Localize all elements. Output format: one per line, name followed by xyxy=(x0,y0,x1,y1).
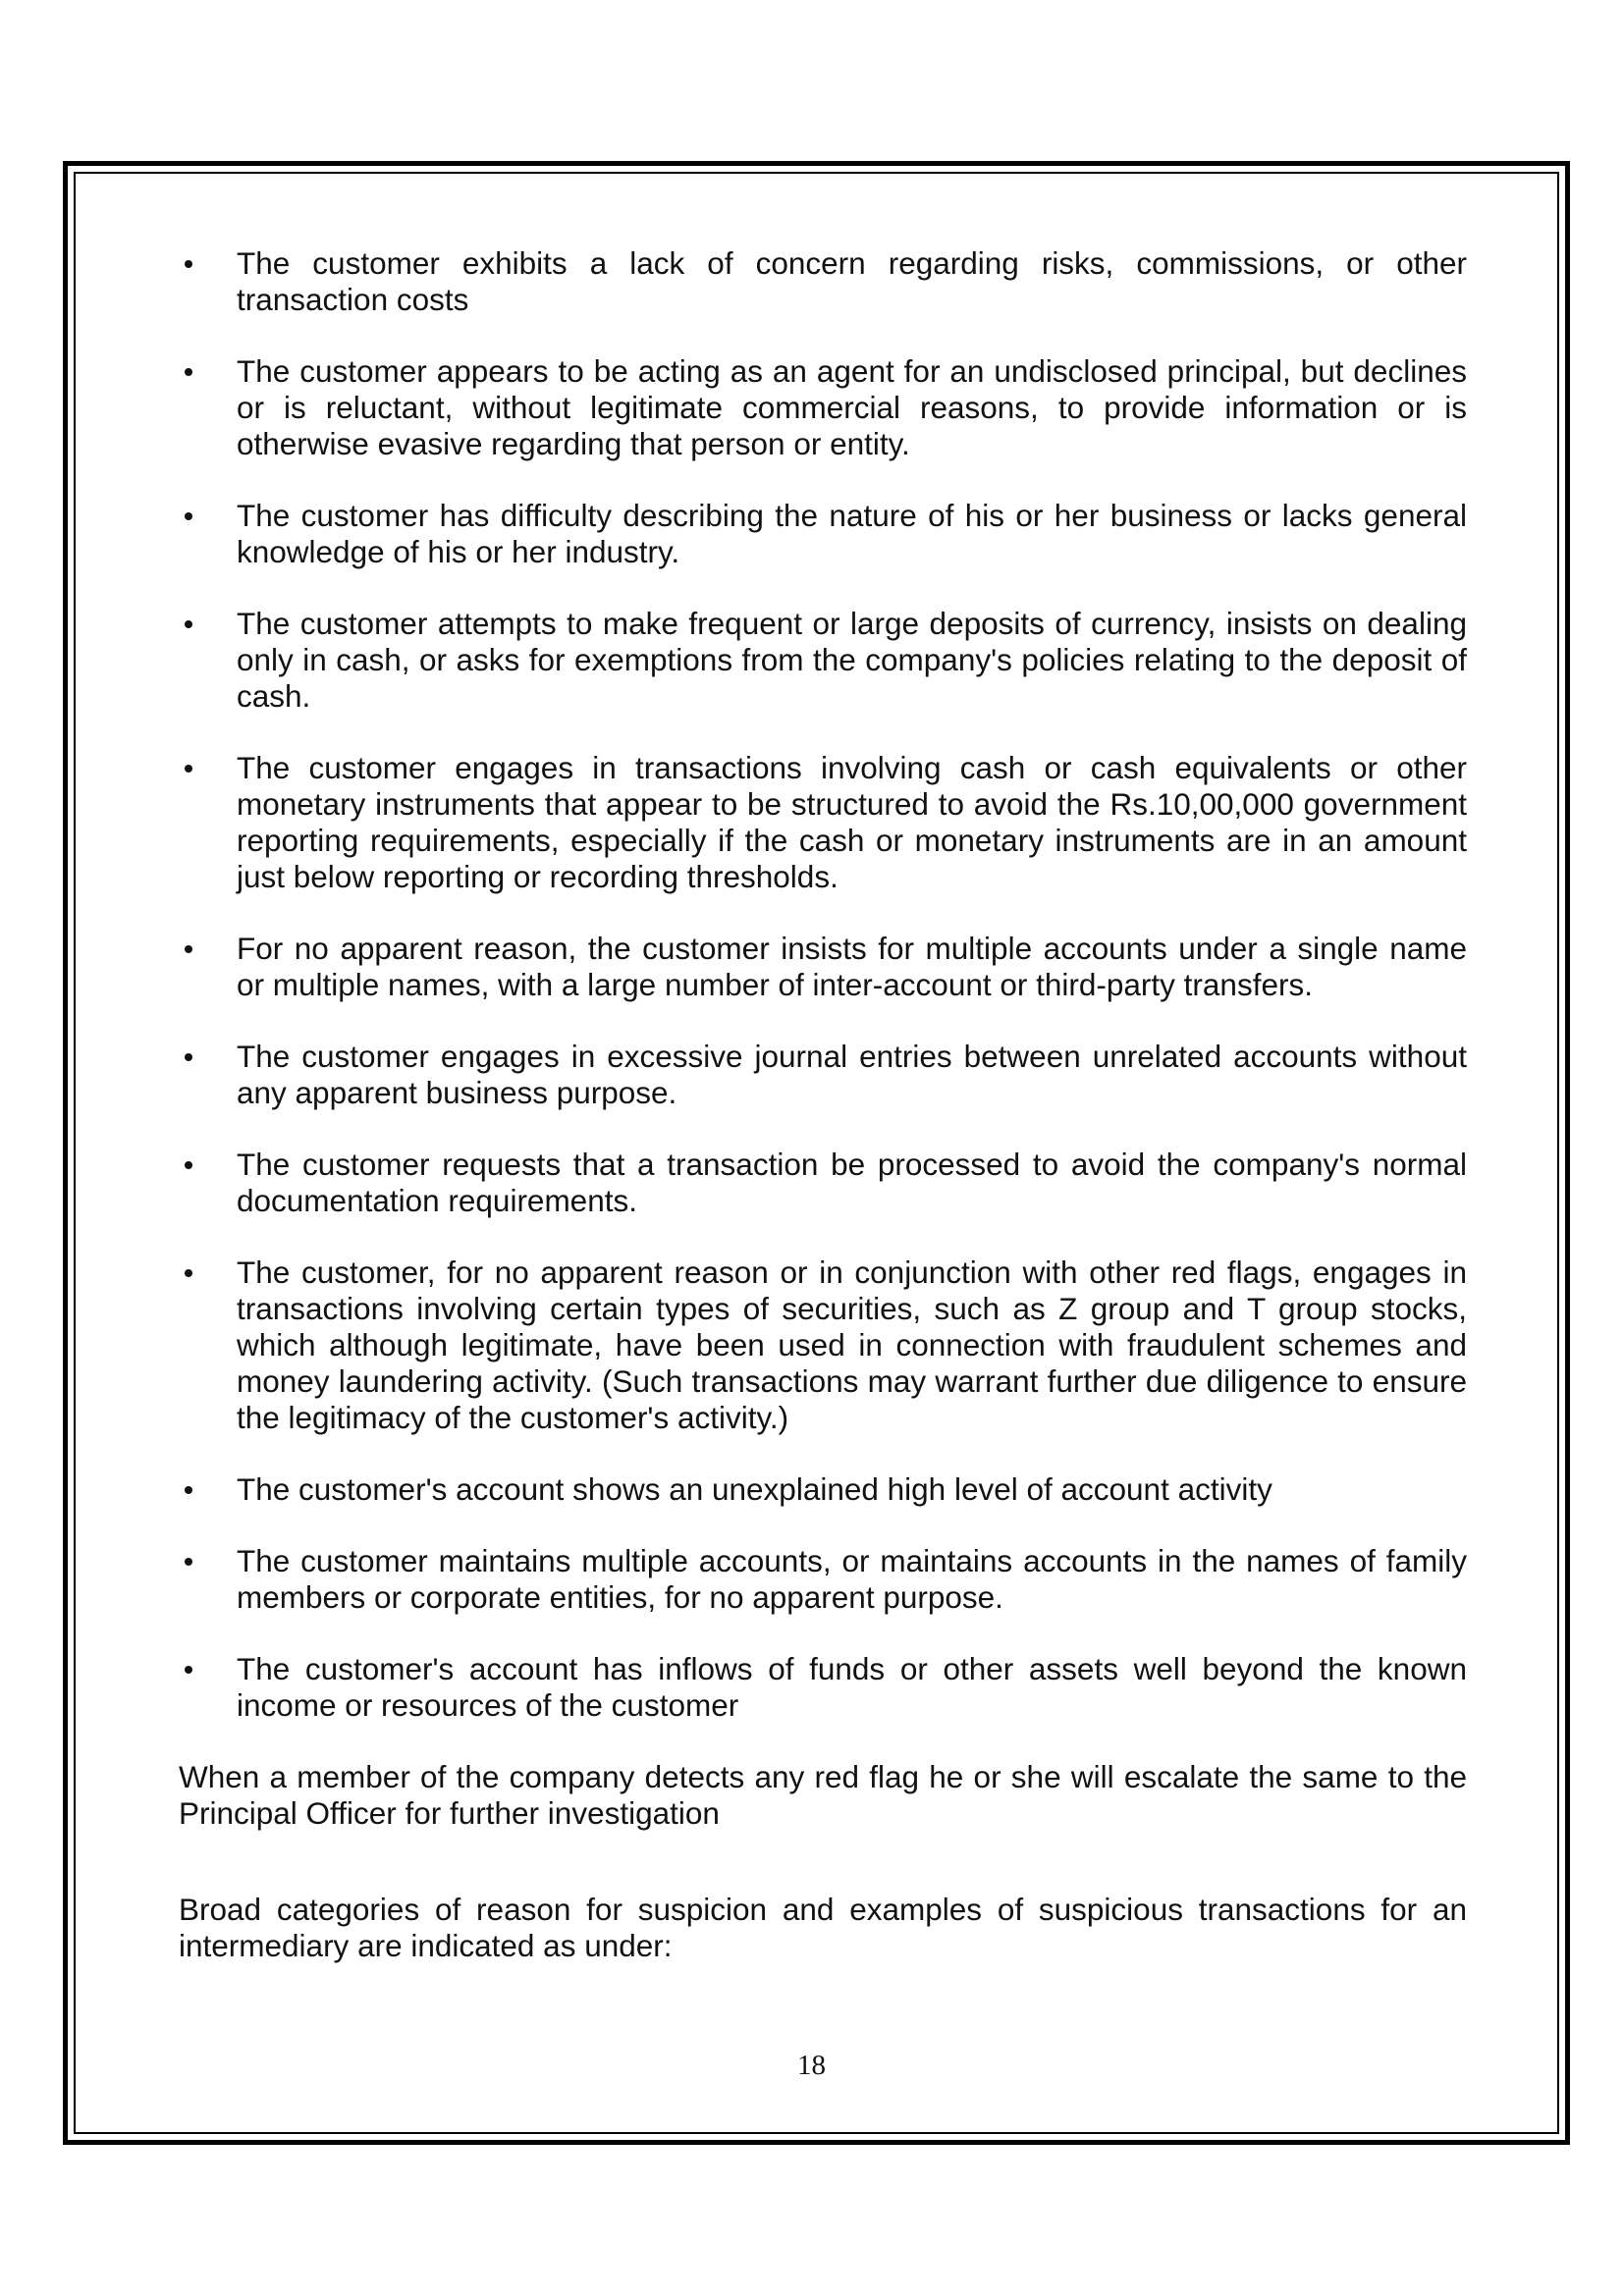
escalation-paragraph: When a member of the company detects any red flag he or she will escalate the same to the Principal Officer for further investigation xyxy=(179,1759,1467,1831)
list-item xyxy=(179,1255,1467,1436)
bullet-icon xyxy=(185,1053,192,1061)
list-item xyxy=(179,1039,1467,1111)
list-item-text: The customer maintains multiple accounts, or maintains accounts in the names of family members or corporate entities, for no apparent purpose. xyxy=(237,1543,1467,1615)
list-item-text: The customer engages in excessive journal entries between unrelated accounts without any apparent business purpose. xyxy=(237,1039,1467,1110)
bullet-icon xyxy=(185,260,192,268)
list-item-text: The customer's account has inflows of funds or other assets well beyond the known income or resources of the customer xyxy=(237,1651,1467,1723)
list-item-text: The customer's account shows an unexplained high level of account activity xyxy=(237,1471,1272,1507)
bullet-icon xyxy=(185,1269,192,1277)
bullet-icon xyxy=(185,765,192,773)
red-flag-list xyxy=(179,245,1467,1724)
bullet-icon xyxy=(185,1486,192,1494)
list-item xyxy=(179,606,1467,715)
list-item-text: The customer appears to be acting as an agent for an undisclosed principal, but declines or is reluctant, without legitimate commercial reasons, to provide information or is otherwise evasive regarding that person or entity. xyxy=(237,353,1467,461)
list-item xyxy=(179,245,1467,318)
list-item xyxy=(179,353,1467,462)
bullet-icon xyxy=(185,620,192,628)
list-item-text: The customer, for no apparent reason or in conjunction with other red flags, engages in transactions involving certain types of securities, such as Z group and T group stocks, which although legitimate, have been used in connection with fraudulent schemes and money laundering activity. (Such transactions may warrant further due diligence to ensure the legitimacy of the customer's activity.) xyxy=(237,1255,1467,1435)
list-item xyxy=(179,931,1467,1003)
categories-intro-paragraph: Broad categories of reason for suspicion and examples of suspicious transactions for an intermediary are indicated as under: xyxy=(179,1892,1467,1963)
page-number: 18 xyxy=(797,2050,826,2081)
list-item-text: The customer engages in transactions involving cash or cash equivalents or other monetary instruments that appear to be structured to avoid the Rs.10,00,000 government reporting requirements, especially if the cash or monetary instruments are in an amount just below reporting or recording thresholds. xyxy=(237,750,1467,894)
bullet-icon xyxy=(185,1161,192,1169)
list-item-text: The customer exhibits a lack of concern regarding risks, commissions, or other transaction costs xyxy=(237,245,1467,317)
list-item xyxy=(179,1471,1467,1508)
bullet-icon xyxy=(185,368,192,376)
list-item-text: The customer attempts to make frequent or large deposits of currency, insists on dealing only in cash, or asks for exemptions from the company's policies relating to the deposit of cash. xyxy=(237,606,1467,714)
bullet-icon xyxy=(185,945,192,953)
list-item-text: The customer requests that a transaction be processed to avoid the company's normal documentation requirements. xyxy=(237,1147,1467,1218)
list-item xyxy=(179,498,1467,570)
list-item xyxy=(179,750,1467,895)
bullet-icon xyxy=(185,1666,192,1674)
bullet-icon xyxy=(185,1558,192,1566)
list-item-text: The customer has difficulty describing the nature of his or her business or lacks general knowledge of his or her industry. xyxy=(237,498,1467,569)
list-item xyxy=(179,1543,1467,1616)
page-content xyxy=(179,245,1467,1964)
list-item xyxy=(179,1651,1467,1724)
list-item xyxy=(179,1147,1467,1219)
bullet-icon xyxy=(185,512,192,520)
list-item-text: For no apparent reason, the customer insists for multiple accounts under a single name or multiple names, with a large number of inter-account or third-party transfers. xyxy=(237,931,1467,1002)
